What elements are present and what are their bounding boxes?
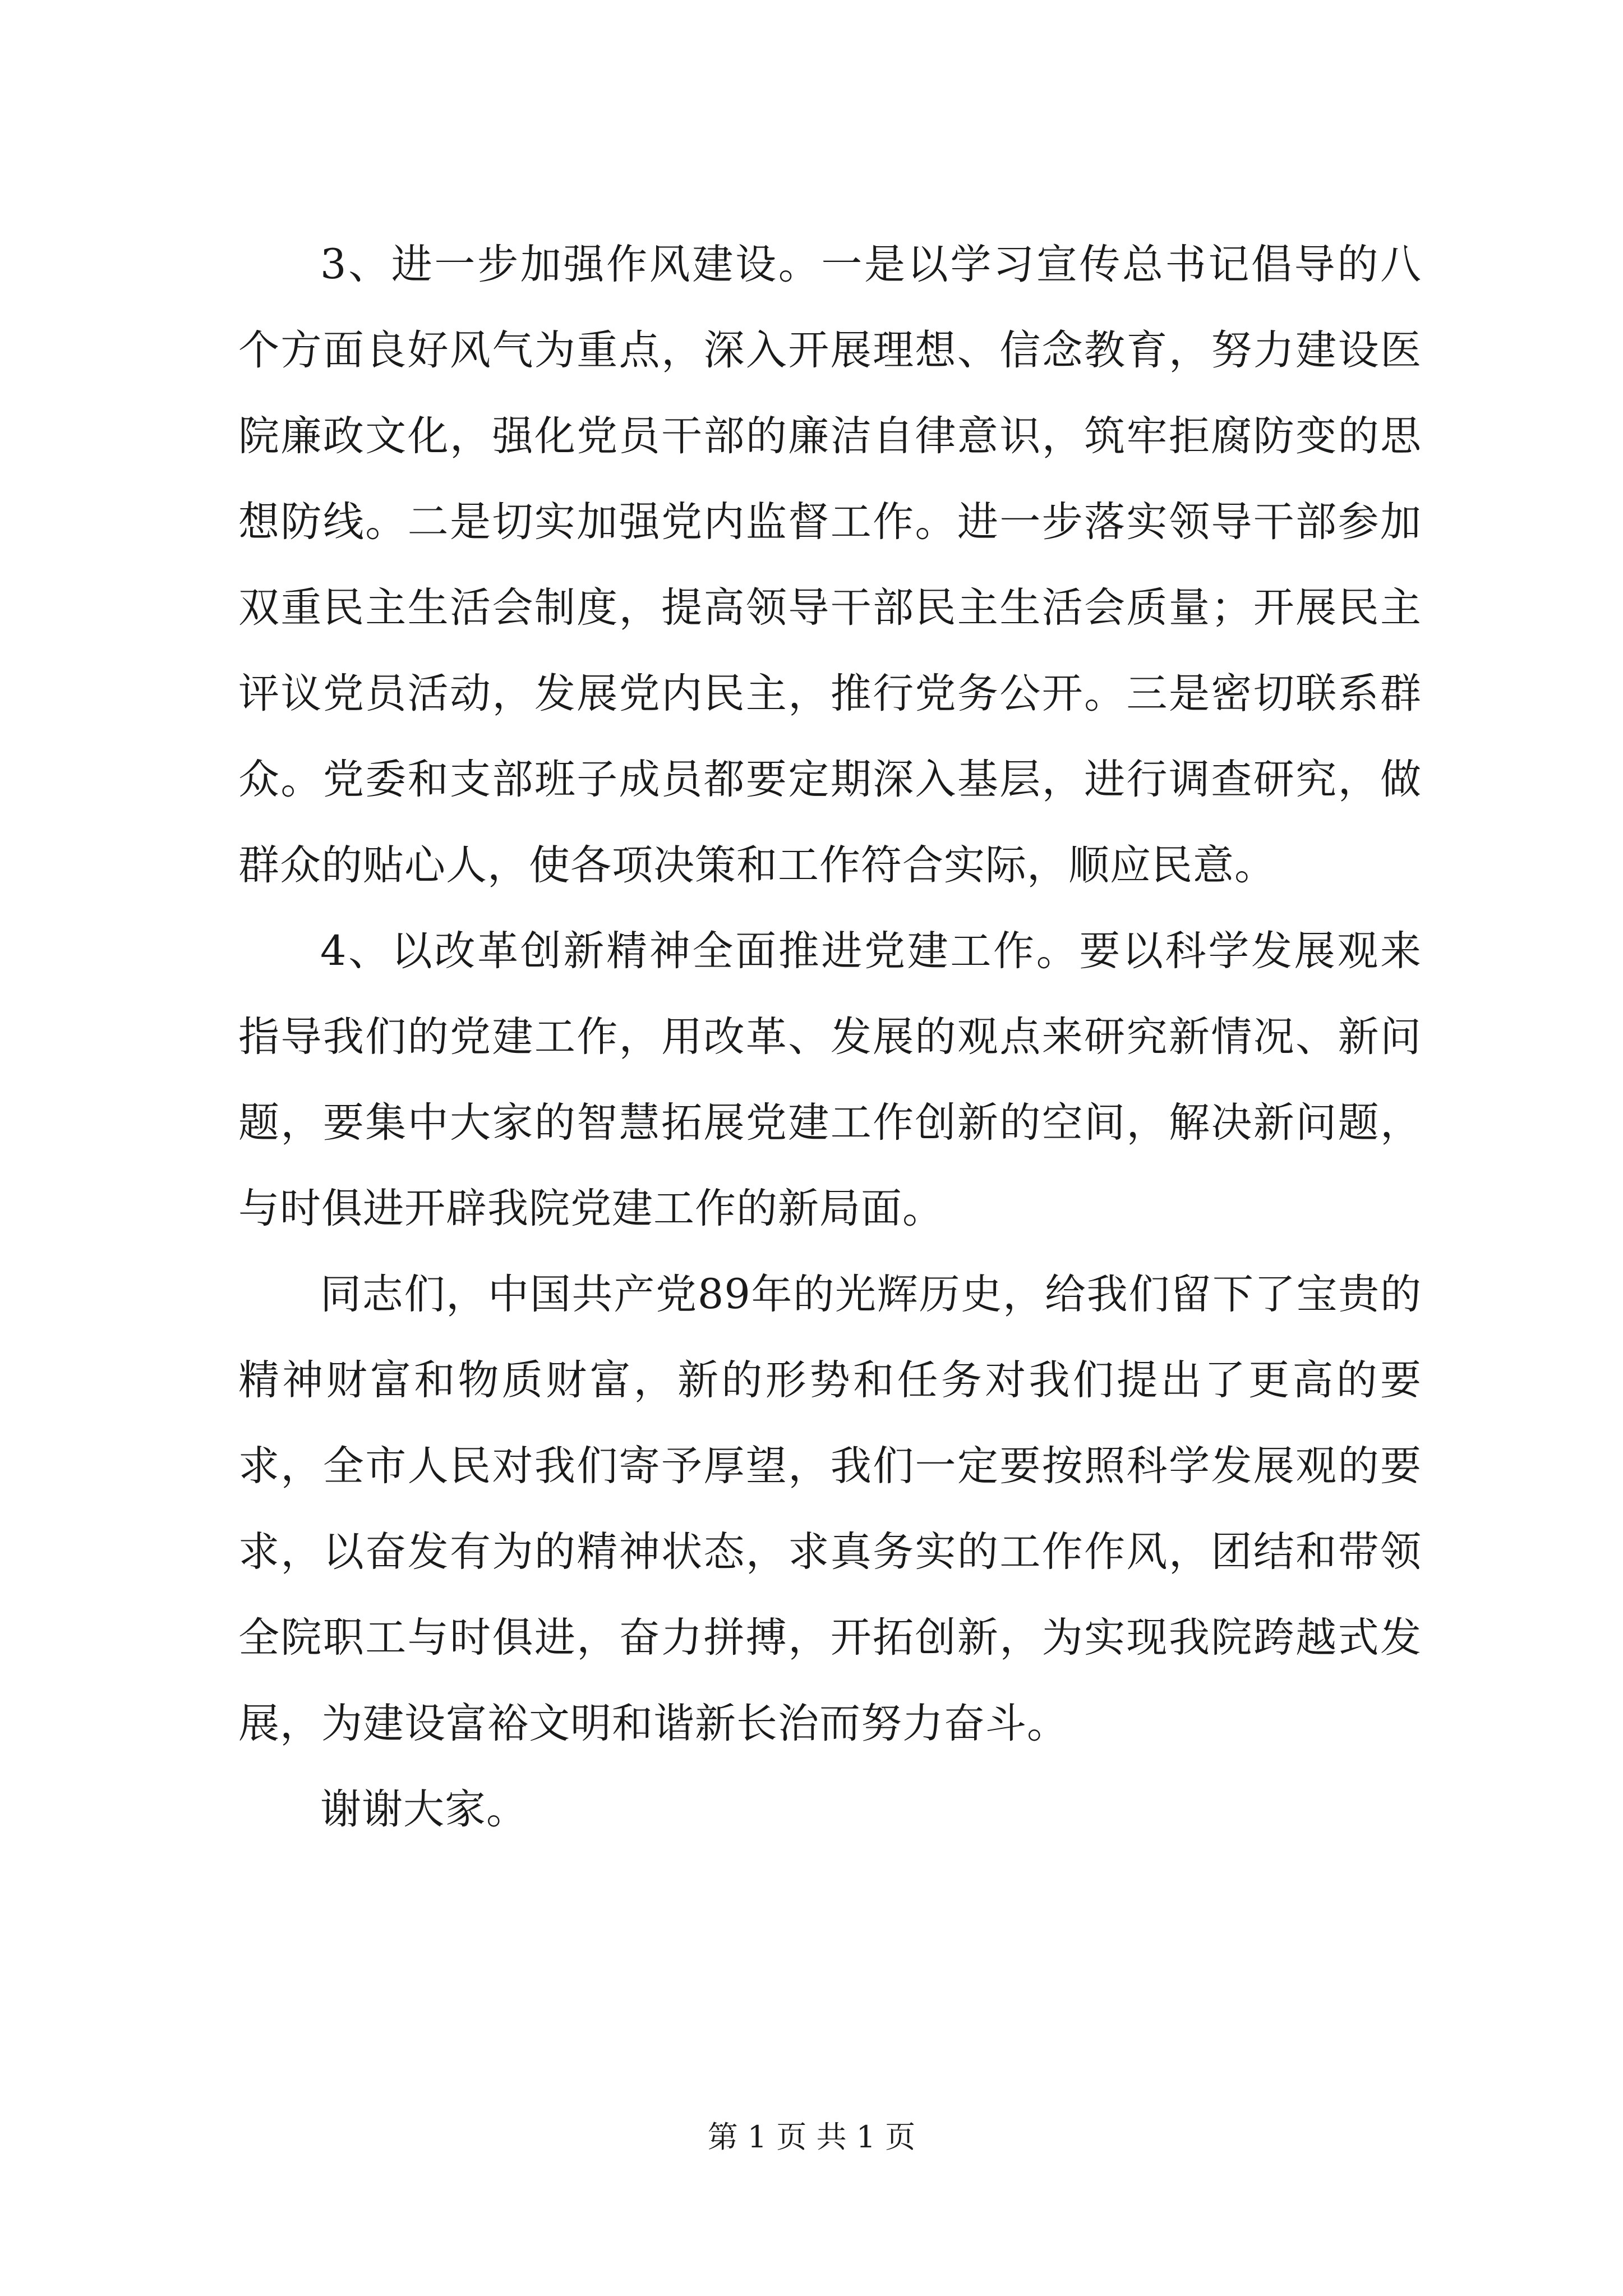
paragraph-work-style: 3、进一步加强作风建设。一是以学习宣传总书记倡导的八个方面良好风气为重点，深入开展理想、信念教育，努力建设医院廉政文化，强化党员干部的廉洁自律意识，筑牢拒腐防变的思想防线。二是切实加强党内监督工作。进一步落实领导干部参加双重民主生活会制度，提高领导干部民主生活会质量；开展民主评议党员活动，发展党内民主，推行党务公开。三是密切联系群众。党委和支部班子成员都要定期深入基层，进行调查研究，做群众的贴心人，使各项决策和工作符合实际，顺应民意。 — [238, 241, 1422, 889]
paragraph-reform-innovation: 4、以改革创新精神全面推进党建工作。要以科学发展观来指导我们的党建工作，用改革、发展的观点来研究新情况、新问题，要集中大家的智慧拓展党建工作创新的空间，解决新问题，与时俱进开辟我院党建工作的新局面。 — [238, 927, 1422, 1232]
paragraph-thanks: 谢谢大家。 — [320, 1786, 528, 1833]
paragraph-closing-remarks: 同志们，中国共产党89年的光辉历史，给我们留下了宝贵的精神财富和物质财富，新的形势和任务对我们提出了更高的要求，全市人民对我们寄予厚望，我们一定要按照科学发展观的要求，以奋发有为的精神状态，求真务实的工作作风，团结和带领全院职工与时俱进，奋力拼搏，开拓创新，为实现我院跨越式发展，为建设富裕文明和谐新长治而努力奋斗。 — [238, 1271, 1422, 1747]
document-body — [238, 222, 1422, 1852]
page-footer: 第 1 页 共 1 页 — [707, 2119, 916, 2155]
